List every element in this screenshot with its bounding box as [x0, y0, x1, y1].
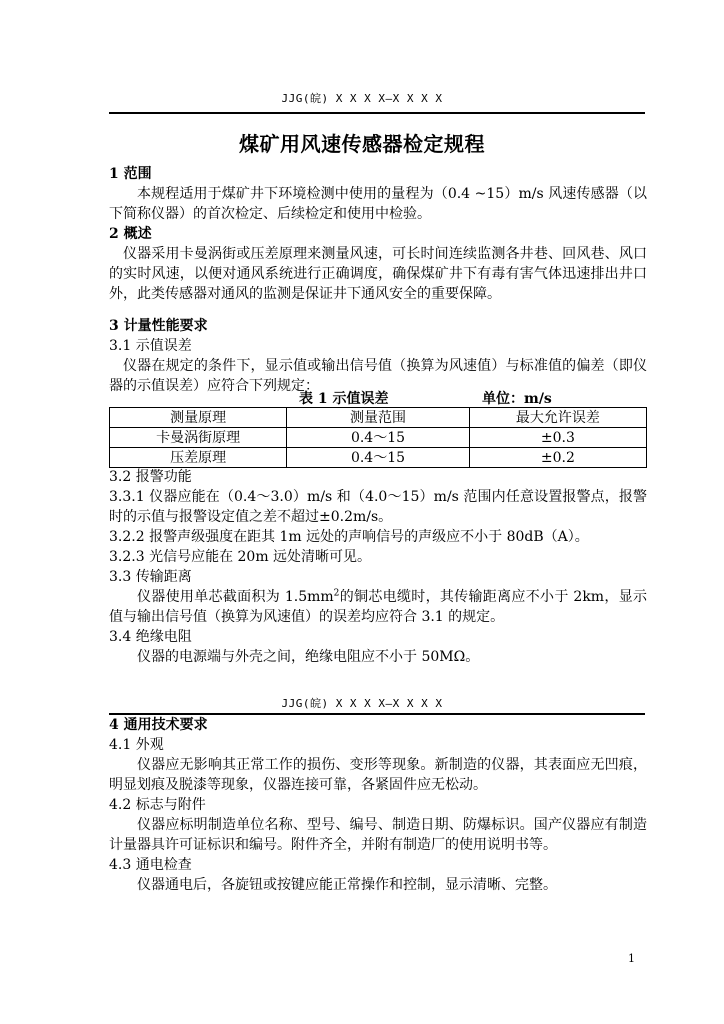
section-3-2-2-text: 3.2.2 报警声级强度在距其 1m 远处的声响信号的声级应不小于 80dB（A）。 [109, 529, 589, 545]
section-4-2-heading: 4.2 标志与附件 [109, 797, 206, 813]
table-cell: 0.4～15 [287, 428, 470, 448]
table-row [110, 448, 647, 468]
section-4-3-text: 仪器通电后，各旋钮或按键应能正常操作和控制，显示清晰、完整。 [137, 877, 557, 893]
table-row [110, 428, 647, 448]
page-header: JJG(皖) X X X X—X X X X [281, 92, 443, 105]
section-3-2-heading: 3.2 报警功能 [109, 469, 192, 485]
section-2 [109, 224, 647, 304]
table-header-cell: 测量原理 [110, 408, 287, 428]
table-header-cell: 最大允许误差 [469, 408, 646, 428]
table-cell: 0.4～15 [287, 448, 470, 468]
section-3-1-text: 仪器在规定的条件下，显示值或输出信号值（换算为风速值）与标准值的偏差（即仪器的示值误差）应符合下列规定： [109, 358, 647, 394]
section-4-1-heading: 4.1 外观 [109, 737, 164, 753]
table-header-row [110, 408, 647, 428]
section-1-heading: 1 范围 [109, 166, 152, 182]
section-3-2 [109, 467, 647, 667]
section-3-heading: 3 计量性能要求 [109, 318, 208, 334]
table-caption-row [109, 388, 647, 408]
table-header-cell: 测量范围 [287, 408, 470, 428]
section-1-text: 本规程适用于煤矿井下环境检测中使用的量程为（0.4 ~15）m/s 风速传感器（以下简称仪器）的首次检定、后续检定和使用中检验。 [109, 186, 647, 222]
section-3 [109, 316, 647, 396]
error-table [109, 407, 647, 468]
page-title: 煤矿用风速传感器检定规程 [239, 132, 485, 156]
section-4-1-text: 仪器应无影响其正常工作的损伤、变形等现象。新制造的仪器，其表面应无凹痕，明显划痕及脱漆等现象，仪器连接可靠，各紧固件应无松动。 [109, 757, 647, 793]
page-header-2: JJG(皖) X X X X—X X X X [281, 697, 443, 710]
section-3-1-heading: 3.1 示值误差 [109, 338, 192, 354]
superscript: 2 [333, 588, 340, 599]
section-3-4-text: 仪器的电源端与外壳之间，绝缘电阻应不小于 50MΩ。 [137, 649, 480, 665]
section-3-2-1-text: 3.3.1 仪器应能在（0.4～3.0）m/s 和（4.0～15）m/s 范围内任意设置报警点，报警时的示值与报警设定值之差不超过±0.2m/s。 [109, 489, 647, 525]
section-3-3-text-b: 的铜芯电缆时，其传输距离应不小于 2km，显示值与输出信号值（换算为风速值）的误差均应符合 3.1 的规定。 [109, 589, 648, 625]
table-cell: ±0.3 [469, 428, 646, 448]
section-3-4-heading: 3.4 绝缘电阻 [109, 629, 192, 645]
section-3-3-heading: 3.3 传输距离 [109, 569, 192, 585]
section-3-3-text-a: 仪器使用单芯截面积为 1.5mm [137, 589, 334, 605]
section-3-3-text [109, 587, 647, 627]
section-3-2-3-text: 3.2.3 光信号应能在 20m 远处清晰可见。 [109, 549, 372, 565]
table-caption: 表 1 示值误差 [299, 391, 389, 407]
section-4 [109, 715, 647, 895]
section-2-text: 仪器采用卡曼涡街或压差原理来测量风速，可长时间连续监测各井巷、回风巷、风口的实时风速，以便对通风系统进行正确调度，确保煤矿井下有毒有害气体迅速排出井口外，此类传感器对通风的监测是保证井下通风安全的重要保障。 [109, 246, 647, 302]
table-cell: ±0.2 [469, 448, 646, 468]
header-rule [109, 112, 645, 114]
section-4-heading: 4 通用技术要求 [109, 717, 208, 733]
table-cell: 压差原理 [110, 448, 287, 468]
table-unit: 单位：m/s [482, 391, 552, 407]
section-4-2-text: 仪器应标明制造单位名称、型号、编号、制造日期、防爆标识。国产仪器应有制造计量器具许可证标识和编号。附件齐全，并附有制造厂的使用说明书等。 [109, 817, 647, 853]
section-1 [109, 164, 647, 224]
section-4-3-heading: 4.3 通电检查 [109, 857, 192, 873]
page-number: 1 [628, 952, 635, 965]
table-cell: 卡曼涡街原理 [110, 428, 287, 448]
section-2-heading: 2 概述 [109, 226, 152, 242]
